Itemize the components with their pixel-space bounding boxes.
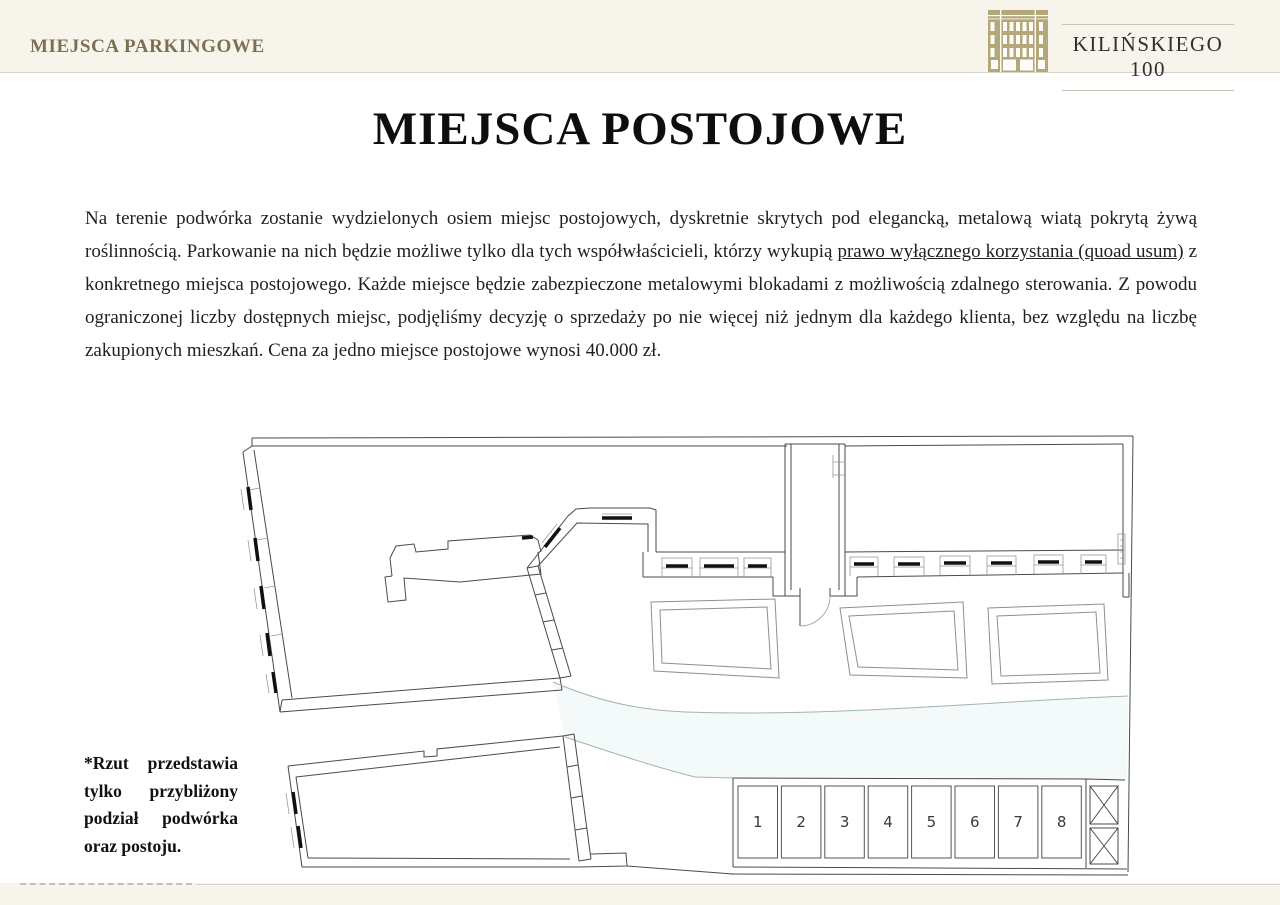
right-building-east-wall	[1118, 444, 1129, 597]
left-building-east-wall	[527, 566, 571, 678]
stall-number-8: 8	[1056, 813, 1067, 831]
south-facade-window-row	[643, 550, 1123, 577]
page-title: MIEJSCA POSTOJOWE	[372, 103, 908, 155]
stall-number-4: 4	[883, 813, 893, 831]
paragraph-part-1: Na terenie podwórka zostanie wydzielonych osiem miejsc postojowych, dyskretnie skrytych pod elegancką, metalową wiatą pokrytą żywą roślinnością. Parkowanie na nich będzie możliwe tylko dla tych współwłaścicieli, którzy wykupią	[85, 208, 1197, 262]
underlined-phrase: prawo wyłącznego korzystania (quoad usum)	[837, 241, 1184, 262]
footer-dashed-line	[20, 883, 192, 885]
site-plan	[230, 430, 1140, 887]
stall-number-6: 6	[970, 813, 980, 831]
stall-number-3: 3	[839, 813, 850, 831]
building-facade-icon	[986, 7, 1050, 80]
stall-number-2: 2	[796, 813, 806, 831]
courtyard-interior-structure	[385, 535, 541, 602]
stall-number-7: 7	[1013, 813, 1023, 831]
brand-name: KILIŃSKIEGO 100	[1062, 24, 1234, 91]
driveway-area	[553, 682, 1128, 780]
diagonal-window-wall	[527, 508, 656, 568]
central-passage	[773, 444, 857, 626]
plan-outer-boundary	[252, 436, 1133, 875]
description-paragraph	[85, 202, 1197, 367]
section-label: MIEJSCA PARKINGOWE	[30, 36, 265, 57]
door-swing-arc	[800, 596, 830, 626]
stall-number-1: 1	[753, 813, 763, 831]
bottom-left-building	[286, 734, 627, 867]
plan-footnote: *Rzut przedstawia tylko przybliżony podział podwórka oraz postoju.	[84, 753, 238, 856]
footer-rule	[196, 884, 1280, 885]
pergola-planters	[651, 599, 1108, 684]
parking-stalls	[738, 786, 1081, 858]
left-building-west-wall	[241, 446, 292, 712]
paragraph-part-2: z konkretnego miejsca postojowego. Każde miejsce będzie zabezpieczone metalowymi blokadami z możliwością zdalnego sterowania. Z powodu ograniczonej liczby dostępnych miejsc, podjęliśmy decyzję o sprzedaży po nie więcej niż jednym dla każdego klienta, bez względu na liczbę zakupionych mieszkań. Cena za jedno miejsce postojowe wynosi 40.000 zł.	[85, 241, 1198, 361]
stall-number-5: 5	[926, 813, 937, 831]
left-building-south-wall	[280, 678, 562, 712]
